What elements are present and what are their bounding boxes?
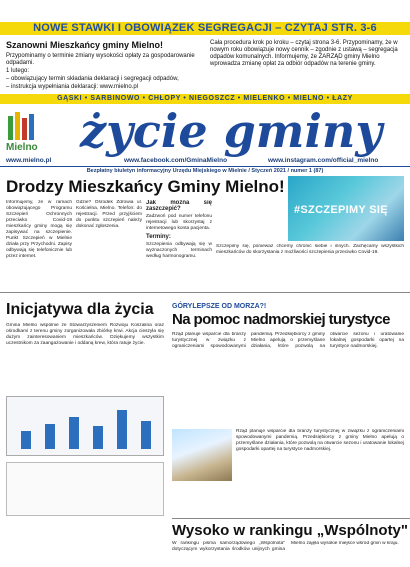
article1-col1-text: Informujemy, że w ramach obowiązującego Programu Szczepień Ochronnych przeciwko Covid-19 mieszkańcy gminy mogą się zapisywać na szczepienie. Punkt Szczepień w Mielnie działa przy Przychodni. Zapisy odbywają się telefonicznie lub przez internet. xyxy=(6,200,72,259)
divider xyxy=(172,518,410,519)
article1-col3 xyxy=(146,200,212,284)
logo-text: Mielno xyxy=(6,142,38,153)
article3-body xyxy=(172,332,404,426)
article2-ad xyxy=(6,462,164,516)
article2-headline: Inicjatywa dla życia xyxy=(6,301,154,318)
intro-block xyxy=(6,40,206,92)
site-link[interactable]: www.mielno.pl xyxy=(6,157,52,164)
intro-line: – obowiązujący termin składania deklaracji i segregacji odpadów, xyxy=(6,76,179,82)
image-bar xyxy=(93,426,103,449)
masthead-title: życie gminy xyxy=(80,104,383,158)
image-bar xyxy=(21,431,31,449)
logo-bar-icon xyxy=(8,116,13,140)
divider xyxy=(0,292,410,293)
article3-headline: Na pomoc nadmorskiej turystyce xyxy=(172,311,390,328)
article4-text: W rankingu pisma samorządowego „Wspólnota" dotyczącym wykorzystania środków unijnych gmina Mielno zajęła wysokie miejsce wśród gmin w kraju. xyxy=(172,541,399,552)
logo-bar-icon xyxy=(15,112,20,140)
article2-text: Gmina Mielno wspólnie ze Stowarzyszeniem Rozwoju Koszalina oraz ośrodkami z terenu gminy zorganizowała zbiórkę krwi. Akcja cieszyła się dużym zainteresowaniem mieszkańców. Dziękujemy wszystkim uczestnikom za zaangażowanie i oddaną krew, która ratuje życie. xyxy=(6,323,164,346)
logo-bar-icon xyxy=(29,114,34,140)
towns-strip: GĄSKI • SARBINOWO • CHŁOPY • NIEGOSZCZ • MIELENKO • MIELNO • ŁAZY xyxy=(0,94,410,104)
photo-caption: #SZCZEPIMY SIĘ xyxy=(294,204,388,216)
intro-title: Szanowni Mieszkańcy gminy Mielno! xyxy=(6,40,164,50)
article1-col3-heading: Jak można się zaszczepić? xyxy=(146,200,212,212)
issue-line: Bezpłatny biuletyn informacyjny Urzędu Miejskiego w Mielnie / Styczeń 2021 / numer 1 (87) xyxy=(86,168,324,174)
article3-kicker: GÓRYLEPSZE OD MORZA?! xyxy=(172,303,267,310)
article3-text: Rząd planuje wsparcie dla branży turystycznej w związku z ograniczeniami spowodowanymi pandemią. Przedsiębiorcy z gminy Mielno apelują o przemyślane działania, które pozwolą na otwarcie sezonu i uratowanie lokalnej gospodarki opartej na turystyce nadmorskiej. xyxy=(172,332,404,349)
article1-headline: Drodzy Mieszkańcy Gminy Mielno! xyxy=(6,177,285,196)
intro-line: – instrukcja wypełniania deklaracji: www.mielno.pl xyxy=(6,84,139,90)
top-banner: NOWE STAWKI I OBOWIĄZEK SEGREGACJI – CZYTAJ STR. 3-6 xyxy=(0,22,410,35)
gmina-logo xyxy=(4,108,56,158)
article3-photo xyxy=(172,429,232,481)
article3-more xyxy=(236,429,404,515)
article1-bottom xyxy=(216,244,404,284)
article1-col3-text: Zadzwoń pod numer telefonu rejestracji lub skorzystaj z internetowego konta pacjenta. xyxy=(146,214,212,231)
links-row xyxy=(6,156,404,166)
article2-image xyxy=(6,396,164,456)
logo-bar-icon xyxy=(22,118,27,140)
article1-col2-text: Gdzie? Ośrodek Zdrowia ul. Kościelna, Mielno. Telefon: do rejestracji. Przed przyjściem do punktu szczepień należy dokonać zgłoszenia. xyxy=(76,200,142,229)
article3-text-more: Rząd planuje wsparcie dla branży turystycznej w związku z ograniczeniami spowodowanymi pandemią. Przedsiębiorcy z gminy Mielno apelują o przemyślane działania, które pozwolą na otwarcie sezonu i uratowanie lokalnej gospodarki opartej na turystyce nadmorskiej. xyxy=(236,429,404,452)
article2-body xyxy=(6,323,164,393)
image-bar xyxy=(69,417,79,449)
image-bar xyxy=(141,421,151,449)
intro-line: 1 lutego: xyxy=(6,68,30,74)
article4-body xyxy=(172,541,404,565)
instagram-link[interactable]: www.instagram.com/official_mielno xyxy=(268,157,379,164)
intro-right: Cała procedura krok po kroku – czytaj strona 3-6. Przypominamy, że w nowym roku obowiązuje nowy cennik – zgodnie z ustawą – segregacja odpadów komunalnych. Informujemy, że ZARZĄD gminy Mielno wprowadza zmianę opłat za odbiór odpadów na terenie gminy. xyxy=(210,40,398,67)
facebook-link[interactable]: www.facebook.com/GminaMielno xyxy=(124,157,228,164)
vaccination-photo xyxy=(288,176,404,241)
image-bar xyxy=(117,410,127,449)
article4-headline: Wysoko w rankingu „Wspólnoty" xyxy=(172,522,409,539)
article1-col2 xyxy=(76,200,142,284)
article1-bottom-text: Szczepimy się, ponieważ chcemy chronić siebie i innych. Zachęcamy wszystkich mieszkańców do skorzystania z możliwości szczepienia przeciwko Covid-19. xyxy=(216,244,404,255)
article1-col4-text: Szczepienia odbywają się w wyznaczonych terminach według harmonogramu. xyxy=(146,242,212,259)
article1-col1 xyxy=(6,200,72,284)
image-bar xyxy=(45,424,55,449)
article1-col4-heading: Terminy: xyxy=(146,234,171,240)
intro-line: Przypominamy o terminie zmiany wysokości opłaty za gospodarowanie odpadami. xyxy=(6,53,195,66)
